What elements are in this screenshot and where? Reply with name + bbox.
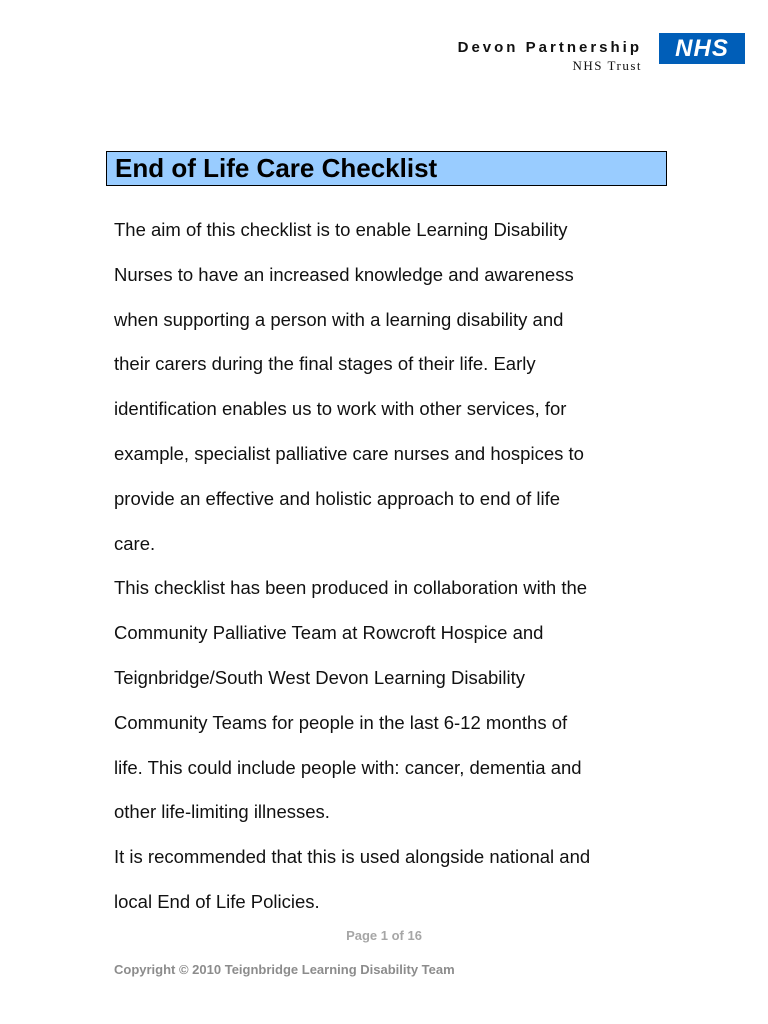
body-line: when supporting a person with a learning disability and	[114, 308, 564, 330]
body-line: provide an effective and holistic approach to end of life	[114, 487, 561, 509]
body-line: It is recommended that this is used alongside national and	[114, 846, 591, 868]
body-text	[114, 208, 674, 925]
body-line: local End of Life Policies.	[114, 890, 320, 912]
page-number: Page 1 of 16	[346, 928, 422, 943]
nhs-logo: NHS	[659, 33, 745, 64]
org-subtitle: NHS Trust	[572, 58, 642, 73]
body-line: their carers during the final stages of their life. Early	[114, 353, 536, 375]
body-line: Community Teams for people in the last 6-12 months of	[114, 711, 568, 733]
body-line: identification enables us to work with other services, for	[114, 398, 567, 420]
org-name: Devon Partnership	[457, 39, 642, 56]
page-title: End of Life Care Checklist	[106, 151, 667, 186]
body-line: life. This could include people with: cancer, dementia and	[114, 756, 582, 778]
body-line: The aim of this checklist is to enable Learning Disability	[114, 219, 568, 240]
body-line: other life-limiting illnesses.	[114, 801, 330, 823]
body-line: example, specialist palliative care nurses and hospices to	[114, 442, 584, 464]
copyright-notice: Copyright © 2010 Teignbridge Learning Disability Team	[114, 962, 455, 977]
body-line: care.	[114, 532, 156, 554]
body-line: Community Palliative Team at Rowcroft Hospice and	[114, 622, 544, 644]
org-header	[380, 38, 642, 74]
body-line: This checklist has been produced in collaboration with the	[114, 577, 588, 599]
body-line: Nurses to have an increased knowledge and awareness	[114, 263, 574, 285]
body-line: Teignbridge/South West Devon Learning Disability	[114, 666, 526, 688]
